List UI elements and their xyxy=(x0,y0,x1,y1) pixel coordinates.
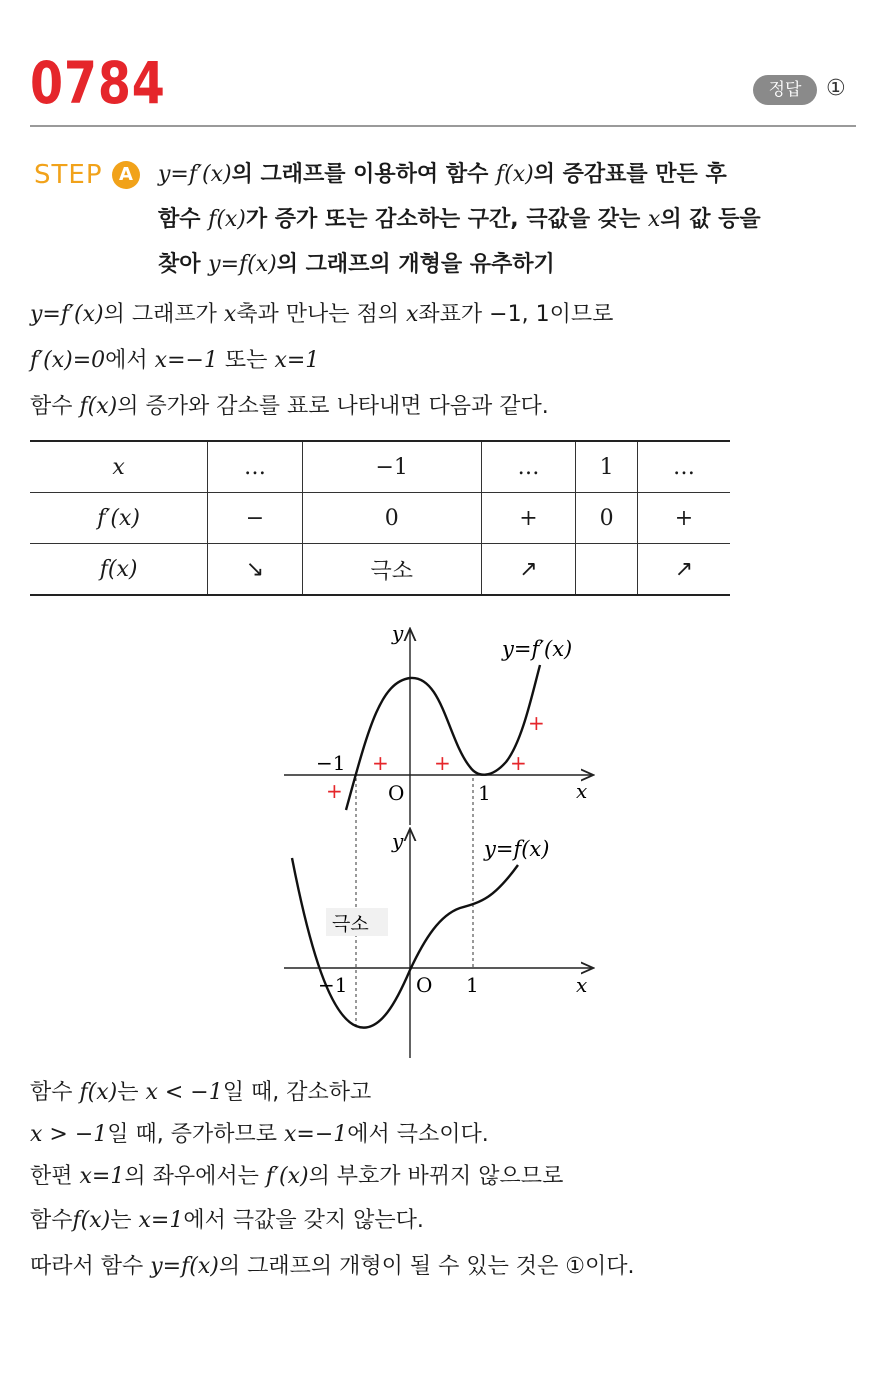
divider xyxy=(30,125,856,127)
math-expr: f(x) xyxy=(72,1208,111,1233)
table-row xyxy=(30,441,730,493)
function-graph xyxy=(284,829,592,1058)
text: 가 증가 또는 감소하는 구간, 극값을 갖는 xyxy=(245,207,648,232)
table-row xyxy=(30,493,730,544)
text: 에서 극값을 갖지 않는다. xyxy=(183,1208,424,1233)
origin-label: O xyxy=(388,781,405,805)
conclusion-line-2 xyxy=(30,1118,489,1152)
answer-badge: 정답 xyxy=(753,75,817,105)
text: 일 때, 증가하므로 xyxy=(107,1122,285,1147)
table-cell xyxy=(576,544,638,596)
x-axis-label: x xyxy=(576,779,588,803)
conclusion-line-3 xyxy=(30,1160,563,1194)
step-line-1 xyxy=(158,158,727,192)
text: 따라서 함수 xyxy=(30,1254,151,1279)
step-circle-badge: A xyxy=(112,161,140,189)
text: 좌표가 −1, 1이므로 xyxy=(418,302,614,327)
table-cell: + xyxy=(637,493,730,544)
table-cell: 0 xyxy=(576,493,638,544)
math-expr: f(x) xyxy=(208,207,246,232)
step-label: STEP xyxy=(34,160,103,190)
text: 의 증가와 감소를 표로 나타내면 다음과 같다. xyxy=(117,394,549,419)
derivative-graph xyxy=(284,621,592,825)
table-cell: … xyxy=(208,441,303,493)
conclusion-line-4 xyxy=(30,1204,424,1238)
function-curve xyxy=(292,858,518,1028)
y-axis-label: y xyxy=(392,621,404,645)
math-expr: x > −1 xyxy=(30,1122,108,1147)
table-cell: f′(x) xyxy=(30,493,208,544)
table-cell: 1 xyxy=(576,441,638,493)
tick-1-label: 1 xyxy=(466,973,479,997)
plus-sign: + xyxy=(510,751,527,775)
math-expr: x=1 xyxy=(274,348,320,373)
conclusion-line-5 xyxy=(30,1250,635,1284)
tick-neg1-label: −1 xyxy=(318,973,348,997)
text: 의 그래프의 개형을 유추하기 xyxy=(276,252,555,277)
math-expr: x=−1 xyxy=(284,1122,348,1147)
text: 한편 xyxy=(30,1164,80,1189)
text: 의 좌우에서는 xyxy=(124,1164,266,1189)
plus-sign: + xyxy=(326,779,343,803)
conclusion-line-1 xyxy=(30,1076,371,1110)
curve-label: y=f(x) xyxy=(484,837,550,861)
math-expr: f(x) xyxy=(79,394,118,419)
table-cell: … xyxy=(637,441,730,493)
plus-sign: + xyxy=(528,711,545,735)
answer-value: ① xyxy=(826,76,846,101)
text: 찾아 xyxy=(158,252,209,277)
table-cell: −1 xyxy=(302,441,481,493)
text: 는 xyxy=(117,1080,146,1105)
x-axis-label: x xyxy=(576,973,588,997)
table-cell: x xyxy=(30,441,208,493)
y-axis-label: y xyxy=(392,829,404,853)
table-cell: + xyxy=(481,493,576,544)
min-label: 극소 xyxy=(332,913,369,935)
tick-neg1-label: −1 xyxy=(316,751,346,775)
text: 일 때, 감소하고 xyxy=(222,1080,372,1105)
math-expr: x xyxy=(223,302,237,327)
table-cell: … xyxy=(481,441,576,493)
table-cell: − xyxy=(208,493,303,544)
table-cell: ↘ xyxy=(208,544,303,596)
math-expr: y=f′(x) xyxy=(30,302,104,327)
text: 또는 xyxy=(217,348,275,373)
plus-sign: + xyxy=(372,751,389,775)
text: 함수 xyxy=(30,1208,73,1233)
increase-decrease-table xyxy=(30,440,730,596)
text: 의 그래프의 개형이 될 수 있는 것은 ①이다. xyxy=(218,1254,635,1279)
text: 에서 xyxy=(105,348,155,373)
math-expr: y=f′(x) xyxy=(158,162,232,187)
explanation-line-1 xyxy=(30,298,613,332)
text: 의 값 등을 xyxy=(660,207,761,232)
text: 는 xyxy=(110,1208,139,1233)
math-expr: y=f(x) xyxy=(208,252,277,277)
explanation-line-3 xyxy=(30,390,549,424)
derivative-curve xyxy=(346,665,540,810)
graph-figure xyxy=(270,620,620,1060)
text: 의 부호가 바뀌지 않으므로 xyxy=(308,1164,564,1189)
text: 의 그래프가 xyxy=(103,302,224,327)
curve-label: y=f′(x) xyxy=(502,637,573,661)
table-row xyxy=(30,544,730,596)
math-expr: x < −1 xyxy=(145,1080,223,1105)
text: 의 증감표를 만든 후 xyxy=(533,162,727,187)
math-expr: f′(x) xyxy=(265,1164,309,1189)
table-cell: 0 xyxy=(302,493,481,544)
problem-number: 0784 xyxy=(30,49,166,117)
text: 함수 xyxy=(30,394,80,419)
text: 함수 xyxy=(158,207,209,232)
plus-sign: + xyxy=(434,751,451,775)
text: 에서 극소이다. xyxy=(347,1122,489,1147)
table-cell: ↗ xyxy=(481,544,576,596)
text: 축과 만나는 점의 xyxy=(236,302,406,327)
math-expr: f(x) xyxy=(496,162,534,187)
math-expr: f(x) xyxy=(79,1080,118,1105)
math-expr: f′(x)=0 xyxy=(30,348,106,373)
math-expr: x xyxy=(647,207,661,232)
step-line-2 xyxy=(158,203,761,237)
math-expr: x=1 xyxy=(138,1208,184,1233)
step-line-3 xyxy=(158,248,555,282)
text: 의 그래프를 이용하여 함수 xyxy=(231,162,496,187)
math-expr: x=1 xyxy=(79,1164,125,1189)
table-cell: 극소 xyxy=(302,544,481,596)
table-cell: f(x) xyxy=(30,544,208,596)
tick-1-label: 1 xyxy=(478,781,491,805)
math-expr: x xyxy=(406,302,419,327)
explanation-line-2 xyxy=(30,344,319,378)
table-cell: ↗ xyxy=(674,556,694,582)
math-expr: y=f(x) xyxy=(150,1254,219,1279)
origin-label: O xyxy=(416,973,433,997)
text: 함수 xyxy=(30,1080,80,1105)
math-expr: x=−1 xyxy=(154,348,218,373)
